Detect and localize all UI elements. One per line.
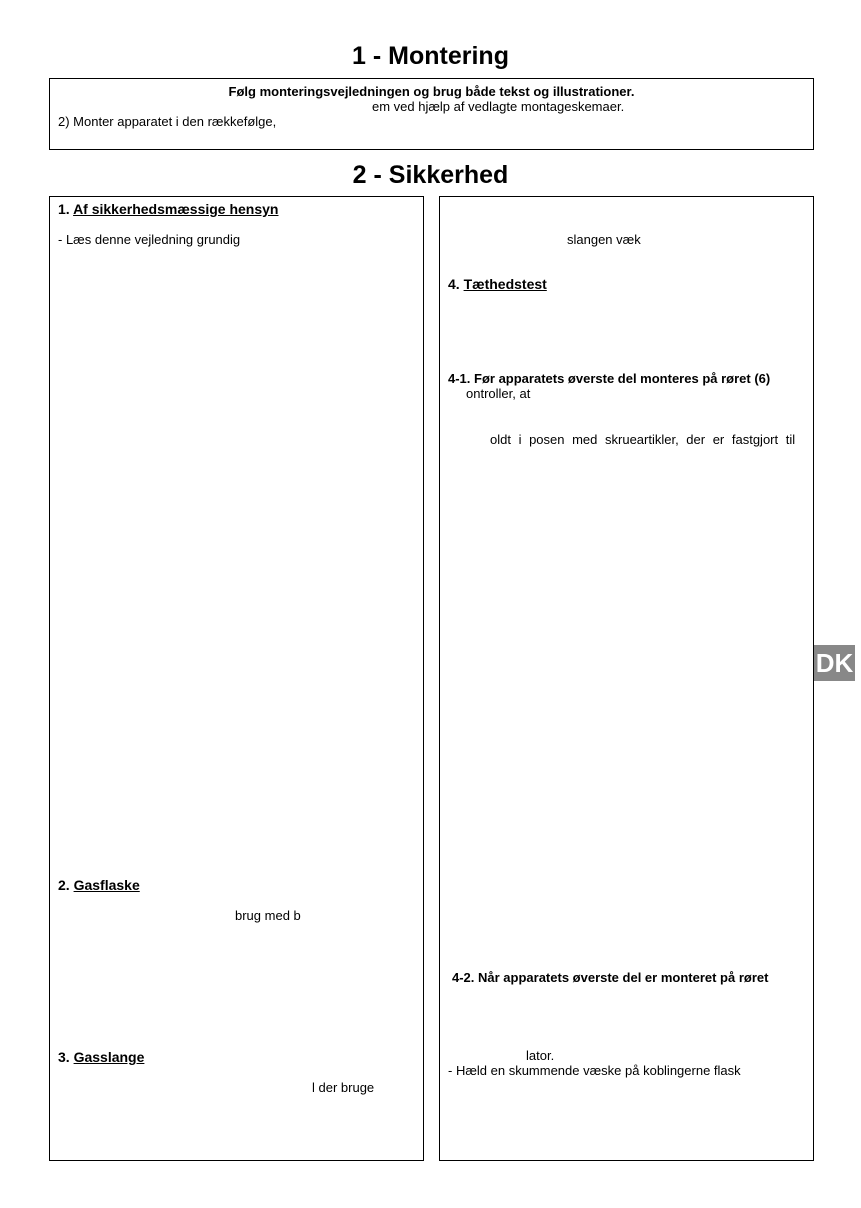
section-title-montering: 1 - Montering: [352, 42, 509, 70]
montering-line-1: em ved hjælp af vedlagte montageskemaer.: [372, 99, 625, 114]
heading-gas-bottle: [58, 878, 140, 893]
heading-gas-hose: [58, 1050, 144, 1065]
montering-line-2: 2) Monter apparatet i den rækkefølge,: [58, 114, 277, 129]
safety-left-column: [49, 196, 424, 1161]
gas-bottle-paragraph: brug med b: [235, 908, 301, 923]
paragraph-4-1-a: ontroller, at: [466, 386, 531, 401]
montering-box: [49, 78, 814, 150]
gas-hose-paragraph: l der bruge: [312, 1080, 375, 1095]
heading-text: Tæthedstest: [463, 276, 547, 292]
safety-paragraph-1: - Læs denne vejledning grundig: [58, 232, 241, 247]
heading-text: Gasslange: [73, 1049, 145, 1065]
language-tab-dk: DK: [814, 645, 855, 681]
paragraph-4-2-b: - Hæld en skummende væske på koblingerne flask: [448, 1063, 741, 1078]
heading-number: 1.: [58, 201, 70, 217]
subheading-4-1: 4-1. Før apparatets øverste del monteres på røret (6): [448, 371, 771, 386]
safety-right-column: [439, 196, 814, 1161]
heading-text: Gasflaske: [73, 877, 140, 893]
heading-leak-test: [448, 277, 547, 292]
paragraph-4-1-b: oldt i posen med skrueartikler, der er fastgjort til: [490, 432, 796, 447]
heading-number: 2.: [58, 877, 70, 893]
hose-paragraph-cont: slangen væk: [567, 232, 641, 247]
subheading-4-2: 4-2. Når apparatets øverste del er monteret på røret: [452, 970, 769, 985]
paragraph-4-2-a: lator.: [526, 1048, 555, 1063]
montering-lead: Følg monteringsvejledningen og brug både tekst og illustrationer.: [228, 84, 635, 99]
heading-number: 4.: [448, 276, 460, 292]
heading-number: 3.: [58, 1049, 70, 1065]
section-title-sikkerhed: 2 - Sikkerhed: [352, 161, 509, 189]
heading-safety-reasons: [58, 202, 278, 217]
heading-text: Af sikkerhedsmæssige hensyn: [73, 201, 279, 217]
